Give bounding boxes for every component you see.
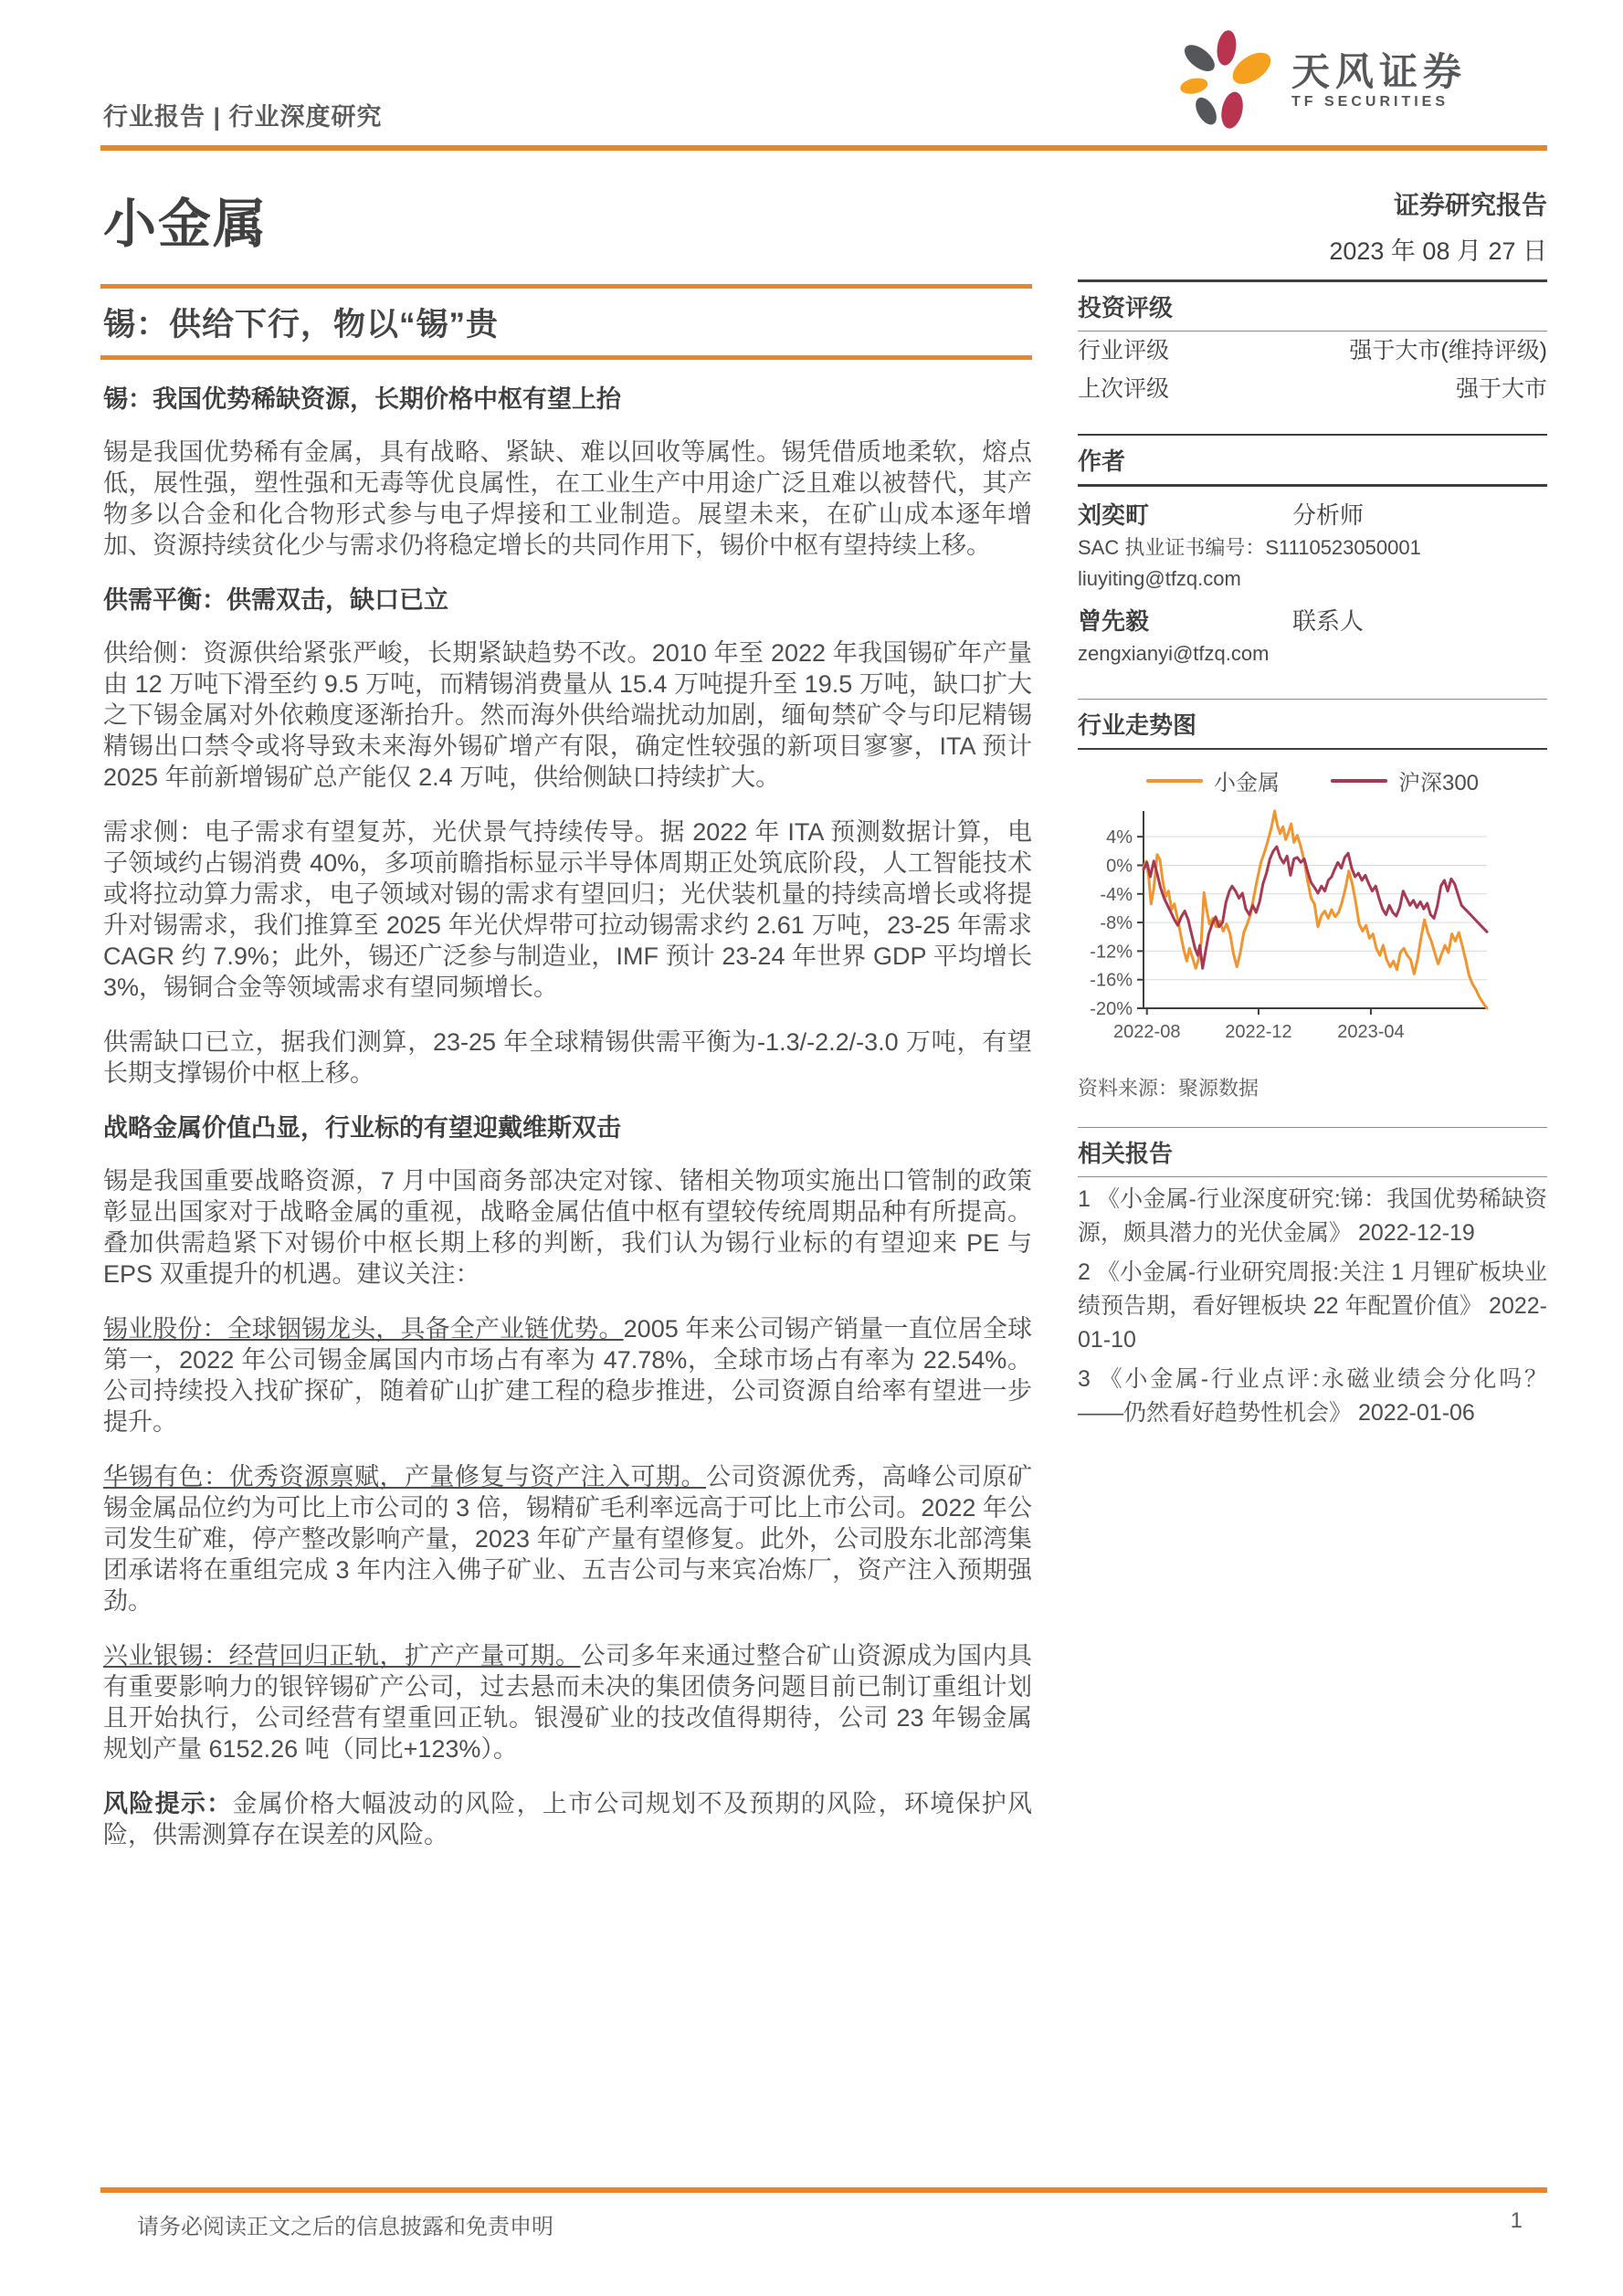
y-tick-label: 0% [1106, 856, 1133, 877]
industry-title: 小金属 [103, 195, 269, 254]
related-reports-title: 相关报告 [1078, 1140, 1174, 1167]
title-divider-top [100, 284, 1032, 289]
sidebar-divider [1078, 1176, 1547, 1177]
authors-section-title: 作者 [1078, 448, 1126, 475]
header-divider [100, 145, 1547, 151]
sidebar-divider [1078, 748, 1547, 750]
body-paragraph: 锡是我国重要战略资源，7 月中国商务部决定对镓、锗相关物项实施出口管制的政策彰显出国家对于战略金属的重视，战略金属估值中枢有望较传统周期品种有所提高。叠加供需趋紧下对锡价中枢长期上移的判断，我们认为锡行业标的有望迎来 PE 与 EPS 双重提升的机遇。建议关注： [103, 1167, 1032, 1288]
author-row [1078, 500, 1547, 531]
chart-legend [1078, 764, 1547, 796]
legend-item [1146, 764, 1280, 796]
paragraph-lead: 风险提示： [103, 1790, 233, 1817]
trend-chart-title: 行业走势图 [1078, 711, 1197, 739]
body-paragraph: 华锡有色：优秀资源禀赋，产量修复与资产注入可期。公司资源优秀，高峰公司原矿锡金属品位约为可比上市公司的 3 倍，锡精矿毛利率远高于可比上市公司。2022 年公司发生矿难，停产整改影响产量，2023 年矿产量有望修复。此外，公司股东北部湾集团承诺将在重组完成 3 年内注入佛子矿业、五吉公司与来宾冶炼厂，资产注入预期强劲。 [103, 1463, 1032, 1615]
x-tick-label: 2022-12 [1225, 1022, 1292, 1042]
authors-list [1078, 500, 1547, 668]
brand-name-cn: 天风证券 [1291, 49, 1468, 93]
report-item[interactable]: 3 《小金属-行业点评:永磁业绩会分化吗？ ——仍然看好趋势性机会》 2022-01-06 [1078, 1366, 1547, 1426]
body-paragraph: 锡是我国优势稀有金属，具有战略、紧缺、难以回收等属性。锡凭借质地柔软，熔点低，展性强，塑性强和无毒等优良属性，在工业生产中用途广泛且难以被替代，其产物多以合金和化合物形式参与电子焊接和工业制造。展望未来，在矿山成本逐年增加、资源持续贫化少与需求仍将稳定增长的共同作用下，锡价中枢有望持续上移。 [103, 438, 1032, 559]
rating-row [1078, 370, 1547, 408]
sidebar [1078, 185, 1547, 1430]
rating-row-label: 行业评级 [1078, 338, 1170, 363]
body-paragraph: 锡业股份：全球铟锡龙头，具备全产业链优势。2005 年来公司锡产销量一直位居全球第一，2022 年公司锡金属国内市场占有率为 47.78%，全球市场占有率为 22.54%。公司持续投入找矿探矿，随着矿山扩建工程的稳步推进，公司资源自给率有望进一步提升。 [103, 1315, 1032, 1436]
report-title: 锡：供给下行，物以“锡”贵 [103, 307, 500, 342]
footer-disclaimer: 请务必阅读正文之后的信息披露和免责申明 [137, 2215, 553, 2239]
doc-type-label: 证券研究报告 [1393, 191, 1547, 219]
report-item[interactable]: 1 《小金属-行业深度研究:锑：我国优势稀缺资源，颇具潜力的光伏金属》 2022-12-19 [1078, 1186, 1547, 1246]
author-name: 刘奕町 [1078, 501, 1150, 529]
brand-name-en: TF SECURITIES [1291, 93, 1449, 110]
legend-line-swatch [1146, 779, 1203, 783]
rating-row-value: 强于大市(维持评级) [1349, 338, 1547, 363]
author-email[interactable]: zengxianyi@tfzq.com [1078, 642, 1270, 665]
section-heading: 战略金属价值凸显，行业标的有望迎戴维斯双击 [103, 1114, 621, 1142]
body-paragraph: 风险提示：金属价格大幅波动的风险，上市公司规划不及预期的风险，环境保护风险，供需测算存在误差的风险。 [103, 1790, 1033, 1848]
author-role: 联系人 [1292, 607, 1365, 635]
title-divider-bottom [100, 355, 1032, 360]
author-cert: SAC 执业证书编号：S1110523050001 [1078, 536, 1421, 559]
rating-row [1078, 332, 1547, 370]
chart-source-note: 资料来源：聚源数据 [1078, 1077, 1259, 1100]
related-reports-list [1078, 1183, 1547, 1430]
author-name: 曾先毅 [1078, 607, 1150, 635]
report-item[interactable]: 2 《小金属-行业研究周报:关注 1 月锂矿板块业绩预告期，看好锂板块 22 年配置价值》 2022-01-10 [1078, 1259, 1547, 1353]
article-body [103, 384, 1032, 1874]
y-tick-label: -16% [1090, 970, 1133, 991]
report-category: 行业报告 | 行业深度研究 [103, 103, 383, 131]
legend-line-swatch [1331, 779, 1387, 783]
report-date: 2023 年 08 月 27 日 [1329, 237, 1547, 265]
y-tick-label: 4% [1106, 827, 1133, 848]
x-tick-label: 2023-04 [1337, 1022, 1405, 1042]
rating-rows [1078, 332, 1547, 408]
rating-section-title: 投资评级 [1078, 294, 1174, 321]
section-heading: 供需平衡：供需双击，缺口已立 [103, 586, 448, 614]
section-heading: 锡：我国优势稀缺资源，长期价格中枢有望上抬 [103, 385, 621, 413]
y-tick-label: -12% [1090, 942, 1133, 963]
paragraph-lead: 锡业股份：全球铟锡龙头，具备全产业链优势。 [103, 1315, 624, 1343]
paragraph-lead: 华锡有色：优秀资源禀赋，产量修复与资产注入可期。 [103, 1463, 706, 1490]
sidebar-divider [1078, 484, 1547, 487]
legend-label: 沪深300 [1397, 771, 1480, 795]
flower-logo-icon [1178, 27, 1280, 134]
body-paragraph: 兴业银锡：经营回归正轨，扩产产量可期。公司多年来通过整合矿山资源成为国内具有重要影响力的银锌锡矿产公司，过去悬而未决的集团债务问题目前已制订重组计划且开始执行，公司经营有望重回正轨。银漫矿业的技改值得期待，公司 23 年锡金属规划产量 6152.26 吨（同比+123%）。 [103, 1642, 1032, 1763]
body-paragraph: 供给侧：资源供给紧张严峻，长期紧缺趋势不改。2010 年至 2022 年我国锡矿年产量由 12 万吨下滑至约 9.5 万吨，而精锡消费量从 15.4 万吨提升至 19.5 万吨，缺口扩大之下锡金属对外依赖度逐渐抬升。然而海外供给端扰动加剧，缅甸禁矿令与印尼精锡精锡出口禁令或将导致未来海外锡矿增产有限，确定性较强的新项目寥寥，ITA 预计 2025 年前新增锡矿总产能仅 2.4 万吨，供给侧缺口持续扩大。 [103, 639, 1032, 791]
y-tick-label: -20% [1090, 999, 1133, 1019]
brand-name-block [1291, 51, 1467, 111]
rating-row-value: 强于大市 [1455, 376, 1547, 402]
y-tick-label: -4% [1100, 884, 1133, 905]
footer-divider [100, 2187, 1547, 2193]
body-paragraph: 供需缺口已立，据我们测算，23-25 年全球精锡供需平衡为-1.3/-2.2/-3.0 万吨，有望长期支撑锡价中枢上移。 [103, 1028, 1032, 1087]
industry-trend-line-chart [1078, 798, 1547, 1059]
author-role: 分析师 [1292, 501, 1365, 529]
paragraph-lead: 兴业银锡：经营回归正轨，扩产产量可期。 [103, 1642, 581, 1669]
brand-logo [1178, 27, 1467, 134]
y-tick-label: -8% [1100, 913, 1133, 934]
page-number: 1 [1510, 2208, 1523, 2233]
legend-item [1331, 764, 1479, 796]
legend-label: 小金属 [1213, 771, 1280, 795]
author-email[interactable]: liuyiting@tfzq.com [1078, 567, 1241, 590]
author-row [1078, 606, 1547, 637]
body-paragraph: 需求侧：电子需求有望复苏，光伏景气持续传导。据 2022 年 ITA 预测数据计算，电子领域约占锡消费 40%，多项前瞻指标显示半导体周期正处筑底阶段，人工智能技术或将拉动算力需求，电子领域对锡的需求有望回归；光伏装机量的持续高增长或将提升对锡需求，我们推算至 2025 年光伏焊带可拉动锡需求约 2.61 万吨，23-25 年需求 CAGR 约 7.9%；此外，锡还广泛参与制造业，IMF 预计 23-24 年世界 GDP 平均增长 3%，锡铜合金等领域需求有望同频增长。 [103, 818, 1032, 1001]
rating-row-label: 上次评级 [1078, 376, 1170, 402]
x-tick-label: 2022-08 [1113, 1022, 1181, 1042]
